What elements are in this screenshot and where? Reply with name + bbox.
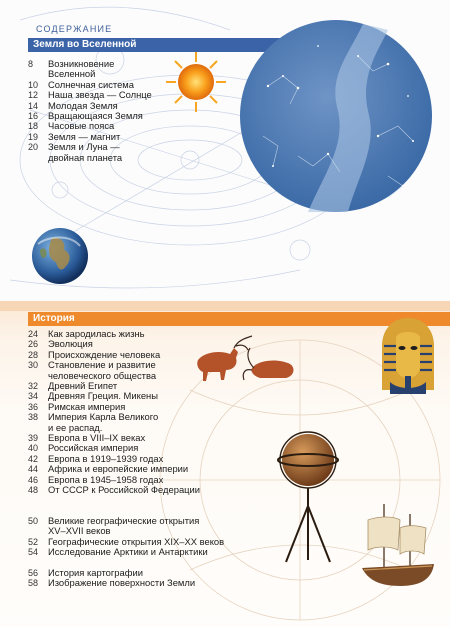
section-earth-in-universe-list bbox=[28, 59, 152, 163]
toc-page-number: 20 bbox=[28, 142, 39, 153]
toc-page-number: 39 bbox=[28, 433, 39, 444]
toc-entry-title: Европа в VIII–IX веках bbox=[48, 432, 146, 444]
earth-globe-icon bbox=[30, 226, 90, 286]
toc-entry-title: Древняя Греция. Микены bbox=[48, 390, 158, 402]
pharaoh-mask-icon bbox=[380, 316, 436, 396]
toc-entry-title: Европа в 1919–1939 годах bbox=[48, 452, 164, 464]
toc-entry[interactable] bbox=[28, 360, 200, 381]
toc-page-number: 26 bbox=[28, 339, 39, 350]
toc-page-number: 40 bbox=[28, 443, 39, 454]
toc-entry-title: Римская империя bbox=[48, 400, 126, 412]
toc-entry-title: Африка и европейские империи bbox=[48, 463, 189, 475]
toc-page-number: 38 bbox=[28, 412, 39, 423]
toc-page-number: 48 bbox=[28, 485, 39, 496]
toc-entry[interactable] bbox=[28, 485, 200, 495]
toc-page-number: 58 bbox=[28, 578, 39, 589]
toc-page-number: 32 bbox=[28, 381, 39, 392]
toc-entry[interactable] bbox=[28, 412, 200, 433]
history-section-top-stripe bbox=[0, 301, 450, 311]
toc-entry-title: Изображение поверхности Земли bbox=[48, 577, 196, 589]
toc-entry-title: Древний Египет bbox=[48, 380, 118, 392]
toc-page-number: 54 bbox=[28, 547, 39, 558]
toc-page-number: 24 bbox=[28, 329, 39, 339]
toc-entry[interactable] bbox=[28, 547, 224, 557]
toc-page-number: 28 bbox=[28, 349, 39, 360]
sailing-ship-icon bbox=[360, 500, 436, 590]
toc-page-number: 18 bbox=[28, 121, 39, 132]
toc-entry[interactable] bbox=[28, 578, 195, 588]
toc-entry[interactable] bbox=[28, 142, 152, 163]
toc-entry[interactable] bbox=[28, 59, 152, 80]
cave-painting-icon bbox=[190, 334, 308, 386]
toc-page-number: 8 bbox=[28, 59, 34, 69]
toc-entry-title: Исследование Арктики и Антарктики bbox=[48, 546, 208, 558]
toc-page-number: 12 bbox=[28, 90, 39, 101]
toc-page-number: 44 bbox=[28, 464, 39, 475]
toc-entry-title: Часовые пояса bbox=[48, 120, 115, 132]
section-title-earth-in-universe: Земля во Вселенной bbox=[28, 38, 290, 52]
sun-icon bbox=[164, 50, 228, 114]
toc-entry-title: Возникновение Вселенной bbox=[48, 58, 115, 80]
toc-entry-title: Молодая Земля bbox=[48, 99, 118, 111]
section-title-history: История bbox=[28, 312, 450, 326]
toc-entry-title: Как зародилась жизнь bbox=[48, 328, 145, 339]
toc-page-number: 30 bbox=[28, 360, 39, 371]
toc-entry-title: Империя Карла Великого и ее распад. bbox=[48, 411, 159, 433]
toc-entry-title: Солнечная система bbox=[48, 78, 134, 90]
toc-entry-title: История картографии bbox=[48, 567, 143, 578]
toc-entry-title: Эволюция bbox=[48, 338, 93, 350]
toc-page-number: 50 bbox=[28, 516, 39, 526]
toc-entry-title: Вращающаяся Земля bbox=[48, 110, 143, 122]
toc-page-number: 52 bbox=[28, 536, 39, 547]
toc-entry-title: Происхождение человека bbox=[48, 348, 161, 360]
toc-page-number: 56 bbox=[28, 568, 39, 578]
section-history-list-part3 bbox=[28, 568, 195, 589]
celestial-globe-icon bbox=[272, 428, 342, 566]
toc-entry-title: Наша звезда — Солнце bbox=[48, 89, 152, 101]
toc-page-number: 42 bbox=[28, 453, 39, 464]
toc-entry[interactable] bbox=[28, 516, 224, 537]
toc-page-number: 34 bbox=[28, 391, 39, 402]
star-map-icon bbox=[238, 16, 434, 216]
toc-entry-title: Земля — магнит bbox=[48, 130, 121, 142]
toc-entry-title: Географические открытия XIX–XX веков bbox=[48, 535, 225, 547]
toc-page-number: 10 bbox=[28, 79, 39, 90]
toc-page-number: 36 bbox=[28, 401, 39, 412]
toc-title: СОДЕРЖАНИЕ bbox=[36, 24, 113, 34]
section-history-list-part2 bbox=[28, 516, 224, 558]
toc-entry-title: От СССР к Российской Федерации bbox=[48, 484, 201, 496]
toc-page-number: 16 bbox=[28, 111, 39, 122]
toc-entry-title: Европа в 1945–1958 годах bbox=[48, 473, 164, 485]
toc-entry-title: Российская империя bbox=[48, 442, 139, 454]
toc-page-number: 14 bbox=[28, 100, 39, 111]
toc-page-number: 46 bbox=[28, 474, 39, 485]
section-history-list-part1 bbox=[28, 329, 200, 496]
toc-entry-title: Земля и Луна — двойная планета bbox=[48, 141, 123, 163]
toc-entry-title: Великие географические открытия XV–XVII веков bbox=[48, 515, 200, 537]
toc-page-number: 19 bbox=[28, 131, 39, 142]
toc-entry-title: Становление и развитие человеческого общества bbox=[48, 359, 157, 381]
